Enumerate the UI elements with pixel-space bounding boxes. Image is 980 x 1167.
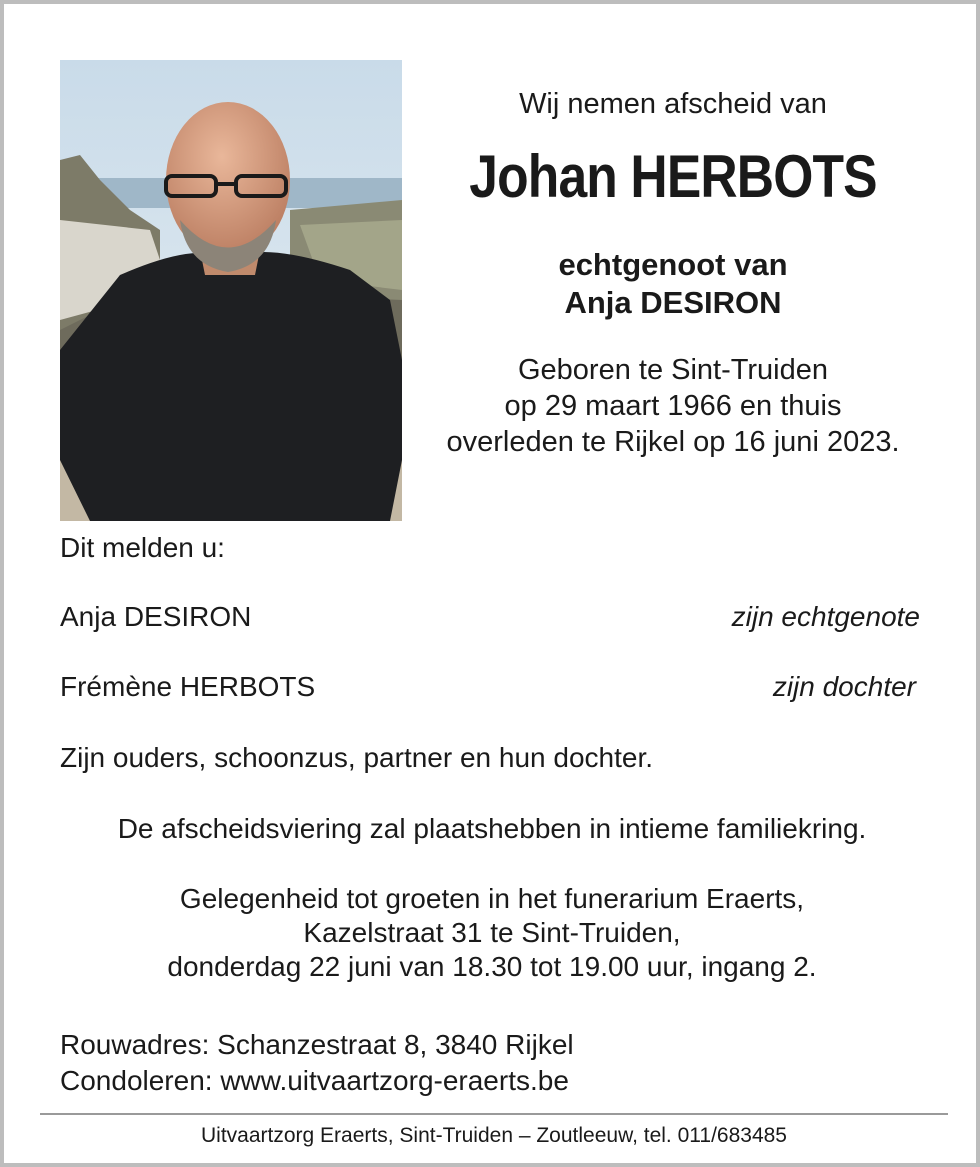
deceased-name: Johan HERBOTS bbox=[469, 143, 877, 210]
heading-block bbox=[428, 84, 918, 460]
birth-line-1: Geboren te Sint-Truiden bbox=[517, 354, 829, 386]
birth-line-2: op 29 maart 1966 en thuis bbox=[504, 390, 842, 422]
death-line: overleden te Rijkel op 16 juni 2023. bbox=[446, 426, 900, 458]
spouse-label: echtgenoot van bbox=[558, 247, 788, 282]
footer-divider bbox=[40, 1113, 948, 1115]
relative-name: Anja DESIRON bbox=[60, 601, 252, 632]
relative-relation: zijn echtgenote bbox=[731, 601, 920, 632]
spouse-name: Anja DESIRON bbox=[564, 285, 782, 320]
relative-name: Frémène HERBOTS bbox=[60, 671, 316, 702]
relative-relation: zijn dochter bbox=[772, 671, 916, 702]
mourning-address: Rouwadres: Schanzestraat 8, 3840 Rijkel bbox=[60, 1029, 574, 1060]
portrait-illustration bbox=[60, 60, 402, 521]
condolence-link[interactable]: Condoleren: www.uitvaartzorg-eraerts.be bbox=[60, 1065, 569, 1096]
birth-death-details bbox=[428, 352, 918, 460]
visitation-line-3: donderdag 22 juni van 18.30 tot 19.00 uur, ingang 2. bbox=[167, 951, 817, 982]
intro-text: Wij nemen afscheid van bbox=[519, 88, 827, 120]
portrait-photo bbox=[60, 60, 402, 521]
farewell-text: De afscheidsviering zal plaatshebben in intieme familiekring. bbox=[117, 813, 867, 844]
visitation-line-1: Gelegenheid tot groeten in het funerarium Eraerts, bbox=[179, 883, 805, 914]
family-line: Zijn ouders, schoonzus, partner en hun dochter. bbox=[60, 742, 654, 773]
funeral-home-footer: Uitvaartzorg Eraerts, Sint-Truiden – Zoutleeuw, tel. 011/683485 bbox=[201, 1124, 787, 1147]
visitation-line-2: Kazelstraat 31 te Sint-Truiden, bbox=[303, 917, 681, 948]
announcement-intro: Dit melden u: bbox=[60, 532, 225, 563]
visitation-text bbox=[44, 882, 940, 984]
